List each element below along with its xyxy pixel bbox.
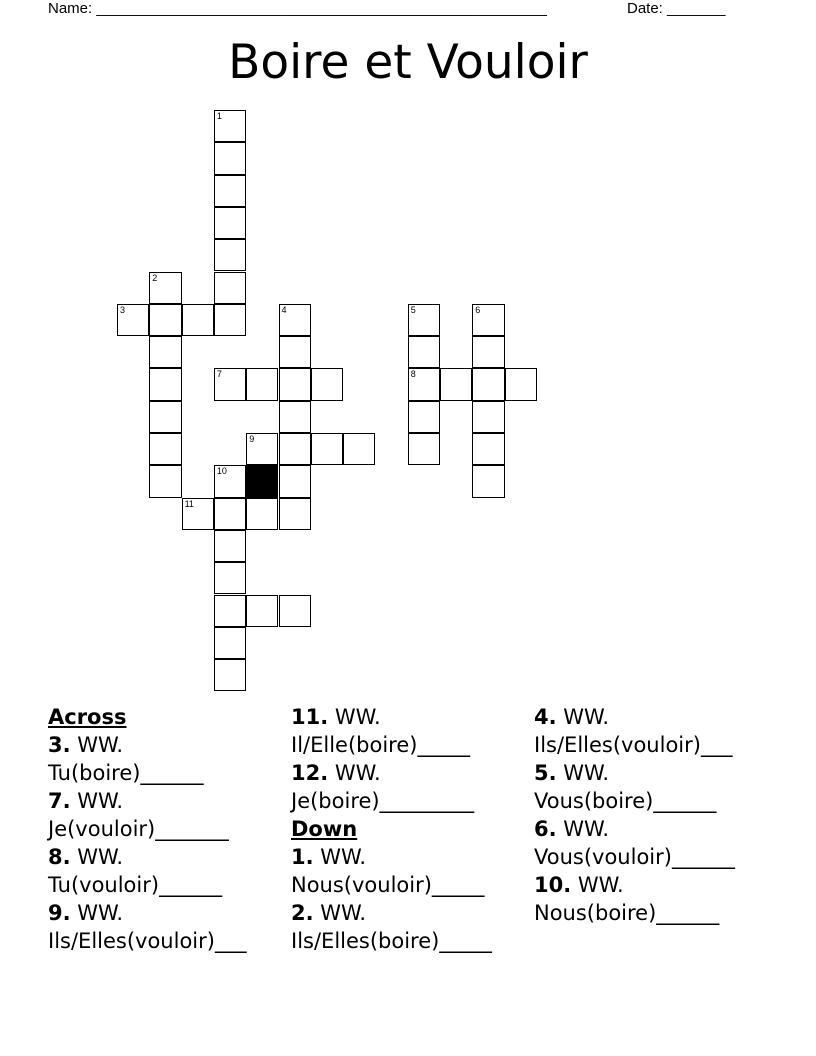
- clue-hint: WW.: [77, 789, 124, 813]
- grid-cell[interactable]: [472, 336, 504, 368]
- grid-cell[interactable]: [149, 304, 181, 336]
- clue-text: Tu(vouloir)______: [48, 873, 223, 897]
- clue-number-label: 1.: [291, 845, 314, 869]
- grid-cell[interactable]: [472, 433, 504, 465]
- clue-number: 4: [281, 304, 287, 315]
- grid-cell[interactable]: [214, 110, 246, 142]
- clue-number-label: 6.: [534, 817, 557, 841]
- clue-number-label: 12.: [291, 761, 329, 785]
- grid-cell[interactable]: [279, 336, 311, 368]
- clue-number-label: 3.: [48, 733, 71, 757]
- clue-text: Ils/Elles(vouloir)___: [534, 733, 733, 757]
- grid-cell[interactable]: [182, 498, 214, 530]
- grid-cell[interactable]: [279, 433, 311, 465]
- clue-column-3: [534, 703, 735, 927]
- grid-cell[interactable]: [472, 368, 504, 400]
- grid-cell[interactable]: [214, 465, 246, 497]
- clue-item: [48, 731, 246, 787]
- grid-cell[interactable]: [440, 368, 472, 400]
- blocked-cell: [246, 465, 278, 497]
- grid-cell[interactable]: [214, 304, 246, 336]
- clue-hint: WW.: [563, 817, 610, 841]
- clue-number: 2: [152, 272, 158, 283]
- clue-item: [291, 843, 492, 899]
- clue-text: Nous(vouloir)_____: [291, 873, 485, 897]
- clue-number-label: 11.: [291, 705, 329, 729]
- clue-number-label: 8.: [48, 845, 71, 869]
- grid-cell[interactable]: [214, 498, 246, 530]
- clue-item: [534, 871, 735, 927]
- grid-cell[interactable]: [311, 368, 343, 400]
- clue-item: [48, 787, 246, 843]
- grid-cell[interactable]: [472, 401, 504, 433]
- grid-cell[interactable]: [408, 336, 440, 368]
- grid-cell[interactable]: [214, 368, 246, 400]
- grid-cell[interactable]: [117, 304, 149, 336]
- grid-cell[interactable]: [343, 433, 375, 465]
- grid-cell[interactable]: [149, 368, 181, 400]
- grid-cell[interactable]: [279, 368, 311, 400]
- grid-cell[interactable]: [149, 433, 181, 465]
- clue-number: 5: [410, 304, 416, 315]
- clue-number: 3: [120, 304, 126, 315]
- clue-number: 1: [216, 111, 222, 121]
- clue-number: 11: [184, 498, 194, 509]
- grid-cell[interactable]: [279, 498, 311, 530]
- clue-text: Vous(boire)______: [534, 789, 717, 813]
- grid-cell[interactable]: [408, 401, 440, 433]
- clue-number-label: 5.: [534, 761, 557, 785]
- clue-number: 7: [216, 369, 222, 380]
- clue-text: Je(vouloir)_______: [48, 817, 229, 841]
- clue-text: Vous(vouloir)______: [534, 845, 735, 869]
- grid-cell[interactable]: [149, 401, 181, 433]
- grid-cell[interactable]: [472, 304, 504, 336]
- grid-cell[interactable]: [408, 433, 440, 465]
- clue-hint: WW.: [563, 761, 610, 785]
- grid-cell[interactable]: [246, 368, 278, 400]
- date-field-label: Date: _______: [627, 0, 726, 17]
- clue-hint: WW.: [577, 873, 624, 897]
- clue-text: Je(boire)_________: [291, 789, 475, 813]
- grid-cell[interactable]: [311, 433, 343, 465]
- grid-cell[interactable]: [408, 368, 440, 400]
- grid-cell[interactable]: [214, 659, 246, 691]
- grid-cell[interactable]: [279, 465, 311, 497]
- grid-cell[interactable]: [214, 142, 246, 174]
- clue-number-label: 9.: [48, 901, 71, 925]
- grid-cell[interactable]: [279, 595, 311, 627]
- grid-cell[interactable]: [472, 465, 504, 497]
- clue-number: 10: [216, 466, 227, 477]
- clue-number-label: 4.: [534, 705, 557, 729]
- clue-column-1: [48, 703, 246, 955]
- clue-item: [291, 759, 492, 815]
- grid-cell[interactable]: [214, 207, 246, 239]
- clue-item: [534, 759, 735, 815]
- grid-cell[interactable]: [279, 401, 311, 433]
- grid-cell[interactable]: [149, 336, 181, 368]
- down-heading: Down: [291, 817, 358, 841]
- grid-cell[interactable]: [246, 595, 278, 627]
- grid-cell[interactable]: [214, 595, 246, 627]
- grid-cell[interactable]: [279, 304, 311, 336]
- grid-cell[interactable]: [246, 498, 278, 530]
- grid-cell[interactable]: [214, 562, 246, 594]
- clue-hint: WW.: [334, 761, 381, 785]
- clue-item: [291, 899, 492, 955]
- across-heading: Across: [48, 705, 127, 729]
- page-title: Boire et Vouloir: [228, 35, 588, 90]
- clue-hint: WW.: [77, 901, 124, 925]
- clue-text: Nous(boire)______: [534, 901, 720, 925]
- clue-number-label: 7.: [48, 789, 71, 813]
- grid-cell[interactable]: [408, 304, 440, 336]
- grid-cell[interactable]: [214, 627, 246, 659]
- clue-item: [534, 815, 735, 871]
- clue-hint: WW.: [334, 705, 381, 729]
- clue-hint: WW.: [77, 845, 124, 869]
- clue-number-label: 2.: [291, 901, 314, 925]
- grid-cell[interactable]: [214, 530, 246, 562]
- clue-hint: WW.: [77, 733, 124, 757]
- clue-number: 8: [410, 369, 416, 380]
- grid-cell[interactable]: [246, 433, 278, 465]
- clue-item: [534, 703, 735, 759]
- grid-cell[interactable]: [214, 175, 246, 207]
- name-field-label: Name: ______________________________________________________: [48, 0, 547, 17]
- clue-item: [291, 703, 492, 759]
- clue-hint: WW.: [320, 901, 367, 925]
- clue-column-2: [291, 703, 492, 955]
- clue-hint: WW.: [563, 705, 610, 729]
- grid-cell[interactable]: [149, 272, 181, 304]
- clue-item: [48, 843, 246, 899]
- clue-number-label: 10.: [534, 873, 572, 897]
- clue-number: 6: [475, 304, 481, 315]
- clue-text: Il/Elle(boire)_____: [291, 733, 470, 757]
- clue-text: Ils/Elles(vouloir)___: [48, 929, 247, 953]
- clue-number: 9: [249, 434, 255, 444]
- grid-cell[interactable]: [149, 465, 181, 497]
- clue-text: Tu(boire)______: [48, 761, 204, 785]
- grid-cell[interactable]: [505, 368, 537, 400]
- clue-item: [48, 899, 246, 955]
- grid-cell[interactable]: [182, 304, 214, 336]
- grid-cell[interactable]: [214, 272, 246, 304]
- clue-text: Ils/Elles(boire)_____: [291, 929, 492, 953]
- clue-hint: WW.: [320, 845, 367, 869]
- grid-cell[interactable]: [214, 239, 246, 271]
